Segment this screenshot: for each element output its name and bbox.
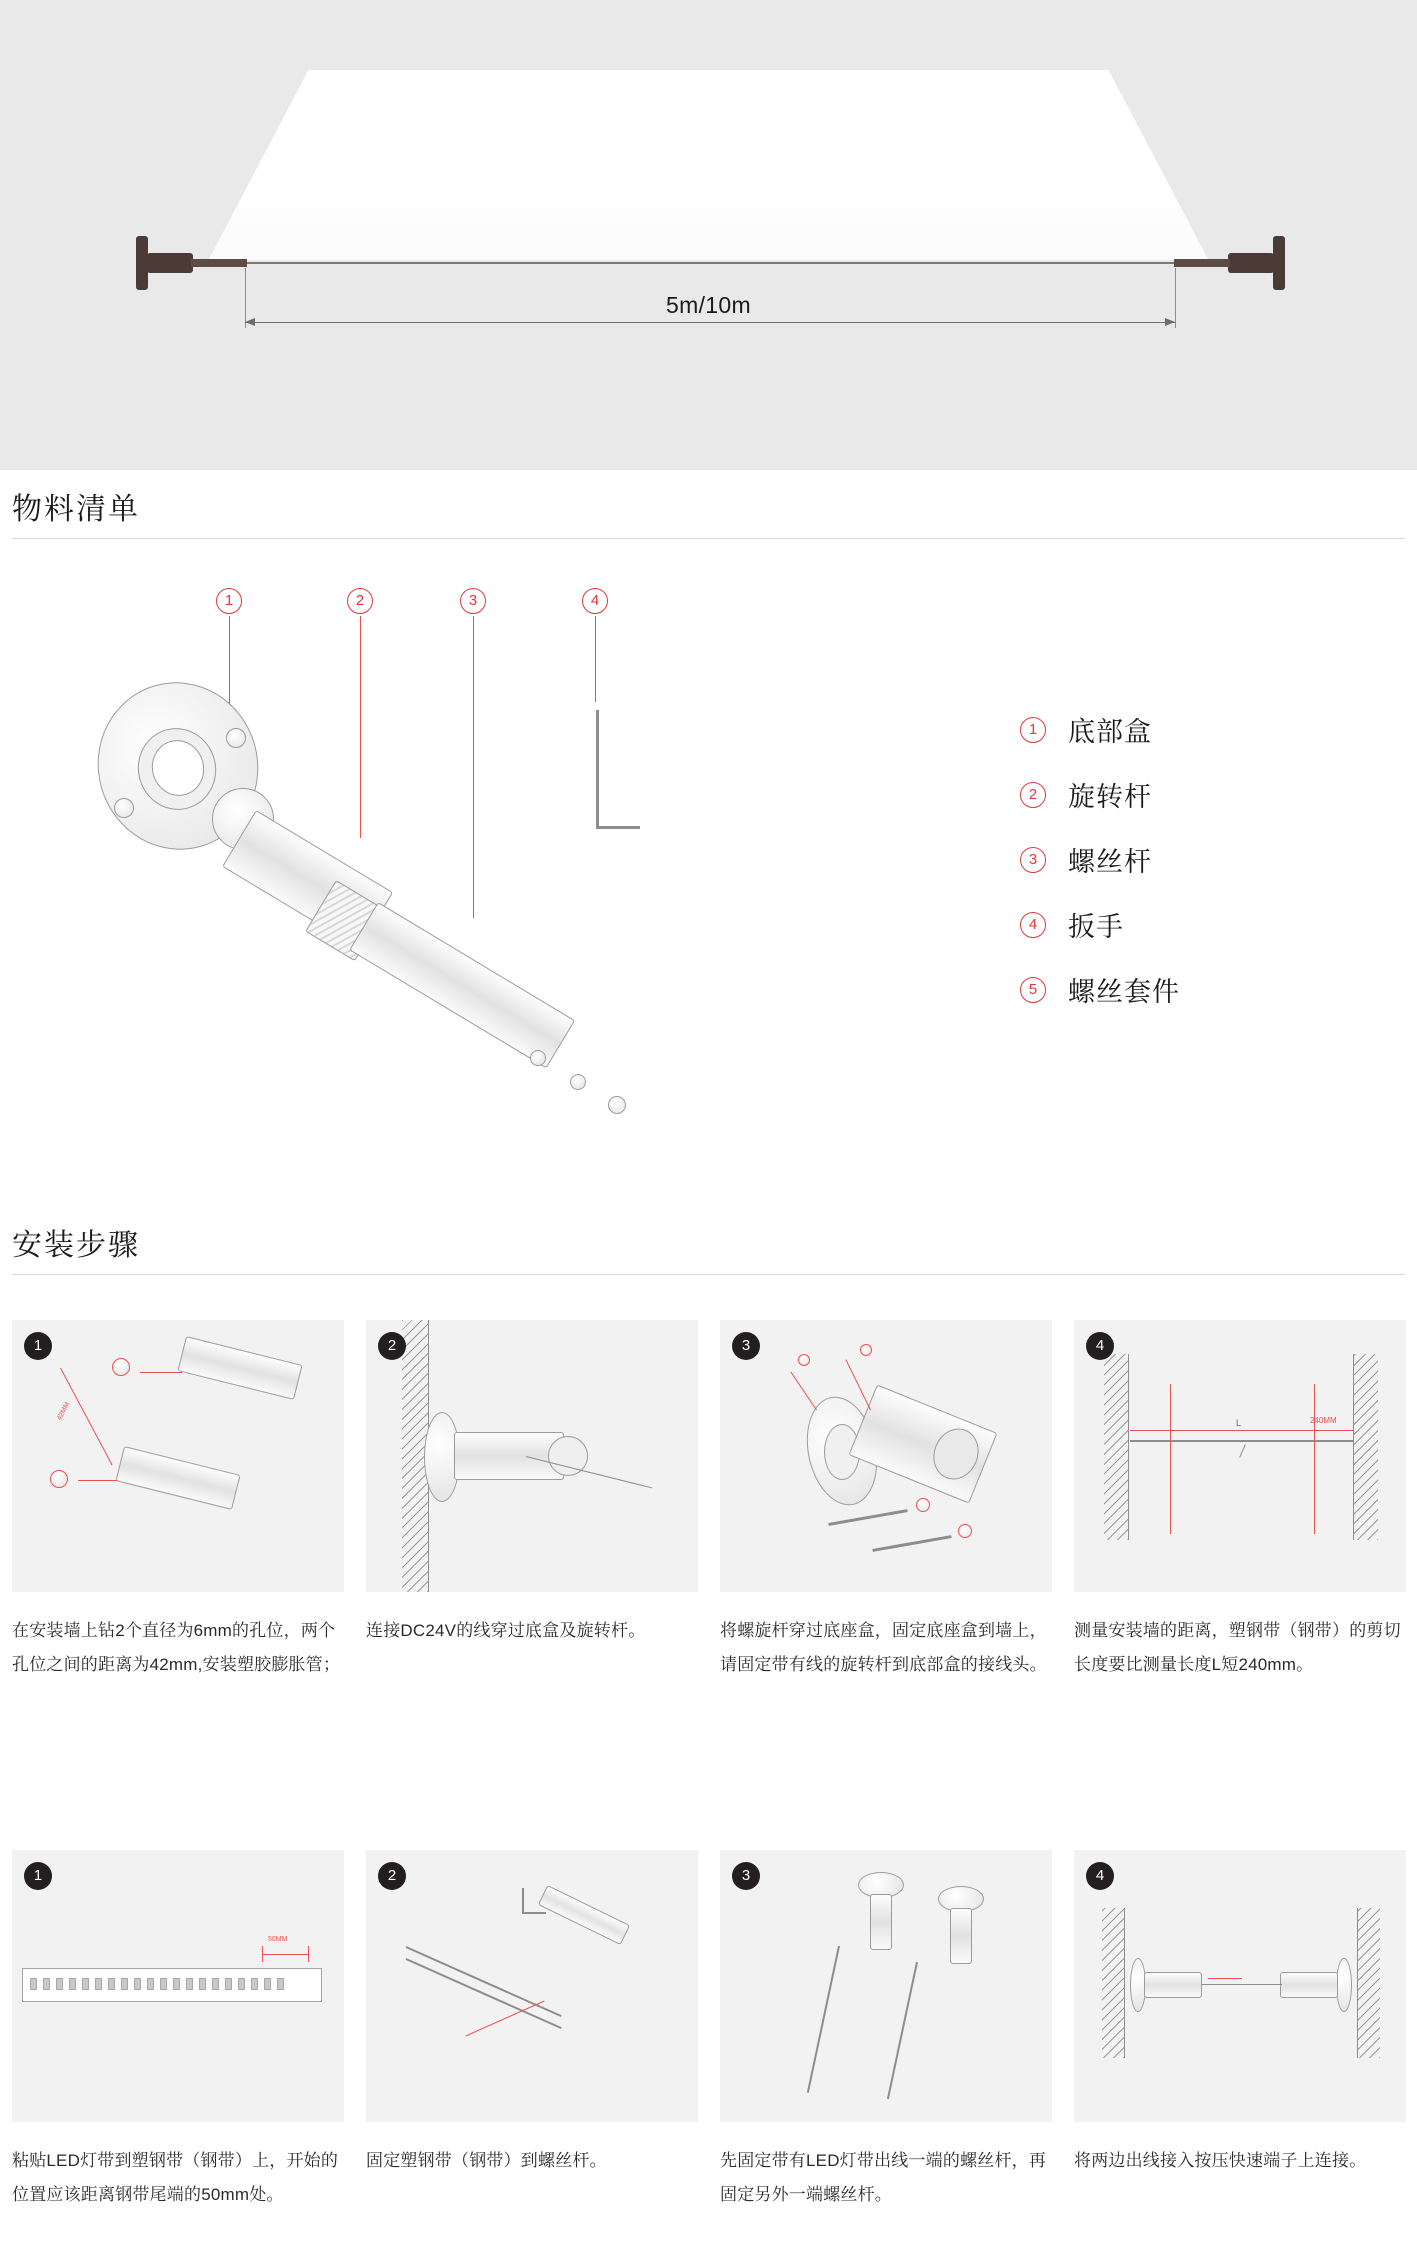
insert-arrow-1: [140, 1372, 182, 1373]
step-badge: 3: [732, 1332, 760, 1360]
legend-item: [1020, 710, 1360, 749]
wrench-long-arm: [596, 710, 599, 828]
step-caption: 将螺旋杆穿过底座盒，固定底座盒到墙上，请固定带有线的旋转杆到底部盒的接线头。: [720, 1621, 1047, 1674]
anchor-body-icon: [147, 253, 193, 273]
offset-tick-right: [308, 1946, 309, 1962]
step-card: [12, 1850, 344, 2212]
step-badge: 4: [1086, 1862, 1114, 1890]
steps-title: 安装步骤: [12, 1229, 140, 1262]
insert-arrow-2: [78, 1480, 120, 1481]
wall-plug-2: [115, 1446, 240, 1510]
step-caption: 测量安装墙的距离，塑钢带（钢带）的剪切长度要比测量长度L短240mm。: [1074, 1621, 1401, 1674]
legend-label: 螺丝套件: [1068, 977, 1180, 1007]
cable-line: [230, 262, 1190, 264]
wall-hatch-left: [1102, 1908, 1124, 2058]
assembly-guide-1: [790, 1372, 817, 1411]
steps-row-2: [12, 1850, 1405, 2212]
wall-hatch-left: [1104, 1354, 1128, 1540]
callout-1: 1: [216, 588, 242, 614]
hero-dimension-label: 5m/10m: [666, 292, 751, 318]
wall-edge-right: [1357, 1908, 1358, 2058]
steps-row-1: [12, 1320, 1405, 1682]
leader-line-2: [360, 616, 361, 838]
screw-part-1: [828, 1509, 907, 1526]
wall-edge-left: [1124, 1908, 1125, 2058]
break-mark: [1239, 1444, 1246, 1457]
callout-4: 4: [582, 588, 608, 614]
wall-hatch-right: [1354, 1354, 1378, 1540]
step-caption: 连接DC24V的线穿过底盒及旋转杆。: [366, 1621, 646, 1640]
step-caption: 先固定带有LED灯带出线一端的螺丝杆，再固定另外一端螺丝杆。: [720, 2151, 1047, 2204]
offset-label: 50MM: [268, 1936, 288, 1943]
washer-icon-1: [916, 1498, 930, 1512]
offset-tick-left: [262, 1946, 263, 1962]
screw-rod-1: [870, 1894, 892, 1950]
bom-divider: [12, 538, 1405, 539]
legend-label: 螺丝杆: [1068, 847, 1152, 877]
legend-label: 旋转杆: [1068, 782, 1152, 812]
screw-part-2: [872, 1535, 951, 1552]
step-card: [720, 1850, 1052, 2212]
step-caption: 粘贴LED灯带到塑钢带（钢带）上，开始的位置应该距离钢带尾端的50mm处。: [12, 2151, 339, 2204]
led-dot-row: [30, 1978, 284, 1990]
step-badge: 3: [732, 1862, 760, 1890]
step-illustration: [1074, 1850, 1406, 2122]
legend-number: 1: [1020, 717, 1046, 743]
step-illustration: [12, 1320, 344, 1592]
legend-number: 2: [1020, 782, 1046, 808]
hole-spacing-line: [60, 1368, 113, 1466]
drill-hole-lower: [50, 1470, 68, 1488]
wall-anchor-right: [1175, 232, 1285, 294]
anchor-neck-icon: [191, 259, 247, 267]
steps-divider: [12, 1274, 1405, 1275]
drill-hole-upper: [112, 1358, 130, 1376]
connecting-wire: [1202, 1984, 1282, 1985]
leader-line-4: [595, 616, 596, 702]
step-illustration: [366, 1850, 698, 2122]
legend-item: [1020, 970, 1360, 1009]
step-card: [366, 1850, 698, 2212]
screw-rod-hole-1: [530, 1050, 546, 1066]
wall-anchor-left: [136, 232, 246, 294]
step-caption: 固定塑钢带（钢带）到螺丝杆。: [366, 2151, 607, 2170]
bom-section: [0, 470, 1417, 1210]
wrench-short-arm: [596, 826, 640, 829]
base-box-screw-hole-2: [226, 728, 246, 748]
steps-section: [0, 1210, 1417, 2260]
rod-left: [1144, 1972, 1202, 1998]
steel-band-1: [807, 1946, 840, 2093]
screw-rod: [538, 1885, 630, 1945]
wall-edge-left: [1128, 1354, 1129, 1540]
legend-label: 扳手: [1068, 912, 1124, 942]
steel-band-2: [887, 1962, 918, 2099]
measure-line: [1130, 1430, 1354, 1431]
step-card: [1074, 1850, 1406, 2212]
legend-item: [1020, 775, 1360, 814]
step-card: [720, 1320, 1052, 1682]
callout-2: 2: [347, 588, 373, 614]
wall-edge-right: [1353, 1354, 1354, 1540]
steel-band-upper: [406, 1946, 562, 2017]
legend-label: 底部盒: [1068, 717, 1152, 747]
bom-exploded-figure: [60, 580, 960, 1140]
legend-number: 3: [1020, 847, 1046, 873]
steel-band-lower: [406, 1958, 562, 2029]
screw-rod: [349, 902, 575, 1068]
cut-indicator: [1314, 1466, 1315, 1496]
wall-hatch-right: [1358, 1908, 1380, 2058]
wall-plug-1: [177, 1336, 302, 1400]
dimension-line: [245, 322, 1175, 323]
hero-banner: [0, 0, 1417, 470]
legend-number: 5: [1020, 977, 1046, 1003]
legend-item: [1020, 840, 1360, 879]
step-caption: 在安装墙上钻2个直径为6mm的孔位，两个孔位之间的距离为42mm,安装塑胶膨胀管；: [12, 1621, 341, 1674]
screw-icon-1: [798, 1354, 810, 1366]
leader-line-3: [473, 616, 474, 918]
anchor-neck-icon: [1174, 259, 1230, 267]
base-box-right: [1336, 1958, 1352, 2012]
step-card: [12, 1320, 344, 1682]
anchor-plate-icon: [1273, 236, 1285, 290]
measure-tick-right: [1314, 1384, 1315, 1534]
step-badge: 4: [1086, 1332, 1114, 1360]
screw-rod-2: [950, 1908, 972, 1964]
legend-item: [1020, 905, 1360, 944]
wrench-arm-vertical: [522, 1888, 524, 1914]
step-illustration: [720, 1850, 1052, 2122]
step-illustration: [720, 1320, 1052, 1592]
step-card: [1074, 1320, 1406, 1682]
step-badge: 1: [24, 1332, 52, 1360]
measure-label-240mm: 240MM: [1310, 1416, 1337, 1425]
hole-spacing-label: 42MM: [56, 1401, 72, 1422]
bom-title: 物料清单: [12, 493, 140, 526]
callout-3: 3: [460, 588, 486, 614]
bom-legend-list: [1020, 710, 1360, 1035]
screw-icon-2: [860, 1344, 872, 1356]
screw-rod-end-hole: [608, 1096, 626, 1114]
step-illustration: [12, 1850, 344, 2122]
steel-band: [1130, 1440, 1354, 1442]
screw-rod-hole-2: [570, 1074, 586, 1090]
rod-right: [1280, 1972, 1338, 1998]
step-illustration: [366, 1320, 698, 1592]
legend-number: 4: [1020, 912, 1046, 938]
step-badge: 2: [378, 1332, 406, 1360]
offset-dimension-line: [262, 1954, 308, 1955]
anchor-body-icon: [1228, 253, 1274, 273]
measure-label-L: L: [1236, 1418, 1242, 1428]
step-card: [366, 1320, 698, 1682]
washer-icon-2: [958, 1524, 972, 1538]
step-badge: 2: [378, 1862, 406, 1890]
insert-arrow: [466, 2001, 545, 2037]
light-beam-illustration: [209, 70, 1209, 260]
step-caption: 将两边出线接入按压快速端子上连接。: [1074, 2151, 1367, 2170]
step-illustration: [1074, 1320, 1406, 1592]
step-badge: 1: [24, 1862, 52, 1890]
wrench-arm-horizontal: [522, 1912, 546, 1914]
base-box-screw-hole-1: [114, 798, 134, 818]
measure-tick-left: [1170, 1384, 1171, 1534]
terminal-arrow: [1208, 1978, 1242, 1979]
